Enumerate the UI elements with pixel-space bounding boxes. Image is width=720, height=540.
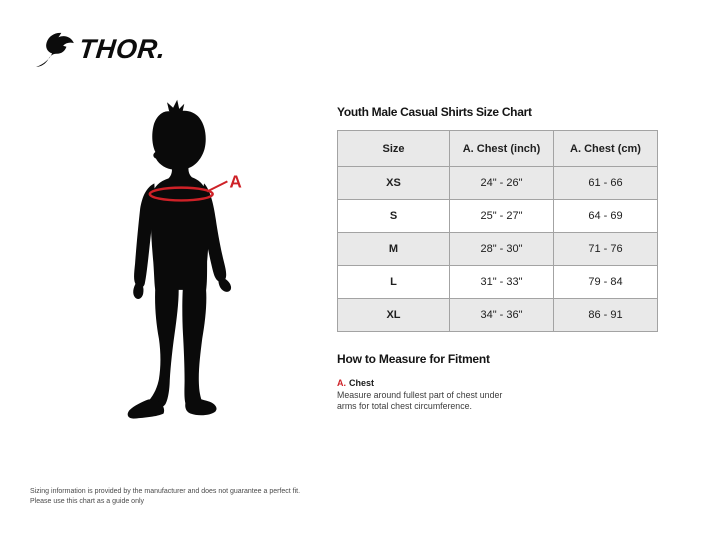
chest-inch-value: 24" - 26" [450, 167, 554, 200]
disclaimer-line1: Sizing information is provided by the manufacturer and does not guarantee a perfect fit. [30, 488, 301, 495]
chest-cm-value: 79 - 84 [554, 266, 658, 299]
measure-item-description: Measure around fullest part of chest under arms for total chest circumference. [337, 390, 503, 411]
size-value: XL [338, 299, 450, 332]
measure-item-name: Chest [349, 378, 375, 388]
table-row-m [338, 233, 658, 266]
size-chart-title: Youth Male Casual Shirts Size Chart [337, 105, 532, 119]
measure-item-heading [337, 378, 658, 388]
size-chart-table [337, 130, 658, 332]
table-row-xs [338, 167, 658, 200]
chest-cm-value: 86 - 91 [554, 299, 658, 332]
measure-guide-title: How to Measure for Fitment [337, 352, 490, 366]
chest-cm-value: 64 - 69 [554, 200, 658, 233]
thor-ram-icon [33, 30, 78, 69]
col-header-chest-cm: A. Chest (cm) [554, 131, 658, 167]
table-row-s [338, 200, 658, 233]
size-value: S [338, 200, 450, 233]
measurement-figure [108, 86, 292, 436]
disclaimer-line2: Please use this chart as a guide only [30, 498, 145, 506]
brand-logo [33, 30, 166, 69]
col-header-size: Size [338, 131, 450, 167]
brand-logo-text: THOR. [77, 34, 168, 64]
chest-cm-value: 61 - 66 [554, 167, 658, 200]
measure-item-chest [337, 378, 658, 411]
chest-inch-value: 31" - 33" [450, 266, 554, 299]
youth-silhouette [128, 100, 231, 419]
measure-item-key: A. [337, 378, 346, 388]
size-value: XS [338, 167, 450, 200]
chest-pointer-line [207, 181, 227, 191]
size-chart-panel [337, 105, 658, 411]
table-header-row [338, 131, 658, 167]
size-value: M [338, 233, 450, 266]
disclaimer [30, 487, 300, 507]
col-header-chest-inch: A. Chest (inch) [450, 131, 554, 167]
size-value: L [338, 266, 450, 299]
chest-inch-value: 34" - 36" [450, 299, 554, 332]
chest-cm-value: 71 - 76 [554, 233, 658, 266]
chest-inch-value: 25" - 27" [450, 200, 554, 233]
chest-inch-value: 28" - 30" [450, 233, 554, 266]
chest-measure-label: A [229, 171, 242, 192]
table-row-l [338, 266, 658, 299]
table-row-xl [338, 299, 658, 332]
